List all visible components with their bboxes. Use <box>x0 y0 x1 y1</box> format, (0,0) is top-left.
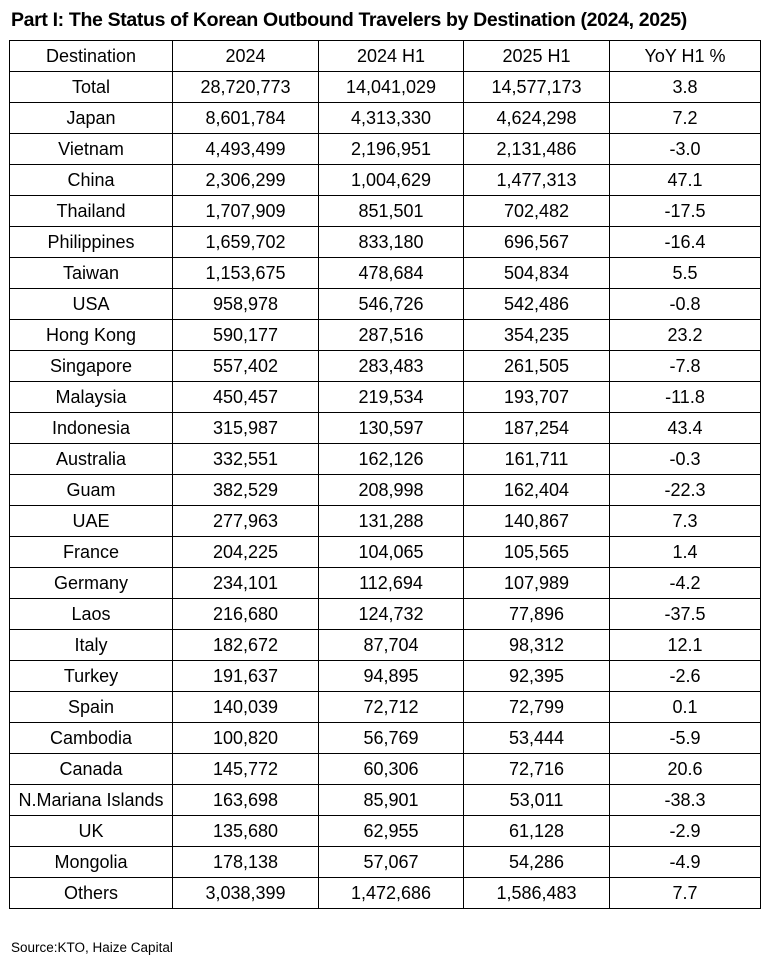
cell-destination: Philippines <box>10 227 173 258</box>
cell-2024-h1: 219,534 <box>319 382 464 413</box>
cell-2024-h1: 851,501 <box>319 196 464 227</box>
cell-2024-h1: 1,472,686 <box>319 878 464 909</box>
cell-2024: 332,551 <box>173 444 319 475</box>
table-row <box>10 785 761 816</box>
cell-2024-h1: 87,704 <box>319 630 464 661</box>
table-row <box>10 599 761 630</box>
cell-2024: 28,720,773 <box>173 72 319 103</box>
cell-yoy-h1-pct: -17.5 <box>610 196 761 227</box>
cell-yoy-h1-pct: -38.3 <box>610 785 761 816</box>
cell-destination: Malaysia <box>10 382 173 413</box>
cell-destination: Japan <box>10 103 173 134</box>
cell-destination: Germany <box>10 568 173 599</box>
cell-2024: 2,306,299 <box>173 165 319 196</box>
header-row <box>10 41 761 72</box>
cell-2025-h1: 14,577,173 <box>464 72 610 103</box>
cell-2025-h1: 193,707 <box>464 382 610 413</box>
cell-2024: 204,225 <box>173 537 319 568</box>
cell-yoy-h1-pct: -37.5 <box>610 599 761 630</box>
cell-destination: Indonesia <box>10 413 173 444</box>
table-row <box>10 475 761 506</box>
header-destination: Destination <box>10 41 173 72</box>
cell-destination: France <box>10 537 173 568</box>
cell-yoy-h1-pct: 47.1 <box>610 165 761 196</box>
cell-2025-h1: 92,395 <box>464 661 610 692</box>
cell-2024-h1: 60,306 <box>319 754 464 785</box>
cell-2024-h1: 131,288 <box>319 506 464 537</box>
cell-destination: UK <box>10 816 173 847</box>
cell-2024: 4,493,499 <box>173 134 319 165</box>
cell-2024-h1: 208,998 <box>319 475 464 506</box>
cell-2024: 1,707,909 <box>173 196 319 227</box>
table-row <box>10 816 761 847</box>
cell-destination: USA <box>10 289 173 320</box>
header-yoy-h1-pct: YoY H1 % <box>610 41 761 72</box>
cell-2025-h1: 61,128 <box>464 816 610 847</box>
cell-yoy-h1-pct: -11.8 <box>610 382 761 413</box>
cell-yoy-h1-pct: 3.8 <box>610 72 761 103</box>
cell-yoy-h1-pct: -0.8 <box>610 289 761 320</box>
table-row <box>10 72 761 103</box>
cell-destination: Hong Kong <box>10 320 173 351</box>
cell-2024: 382,529 <box>173 475 319 506</box>
cell-2024-h1: 546,726 <box>319 289 464 320</box>
cell-2024: 140,039 <box>173 692 319 723</box>
cell-destination: Turkey <box>10 661 173 692</box>
cell-2024: 100,820 <box>173 723 319 754</box>
header-2024-h1: 2024 H1 <box>319 41 464 72</box>
table-row <box>10 413 761 444</box>
cell-2025-h1: 161,711 <box>464 444 610 475</box>
cell-2024: 135,680 <box>173 816 319 847</box>
cell-2024-h1: 85,901 <box>319 785 464 816</box>
cell-destination: Singapore <box>10 351 173 382</box>
cell-2025-h1: 72,799 <box>464 692 610 723</box>
table-row <box>10 134 761 165</box>
cell-2024: 178,138 <box>173 847 319 878</box>
cell-destination: Total <box>10 72 173 103</box>
outbound-travelers-table <box>9 40 761 909</box>
cell-2025-h1: 1,477,313 <box>464 165 610 196</box>
cell-2024-h1: 2,196,951 <box>319 134 464 165</box>
table-row <box>10 320 761 351</box>
cell-destination: Mongolia <box>10 847 173 878</box>
cell-2025-h1: 140,867 <box>464 506 610 537</box>
table-row <box>10 351 761 382</box>
cell-2024-h1: 72,712 <box>319 692 464 723</box>
cell-yoy-h1-pct: 20.6 <box>610 754 761 785</box>
cell-2025-h1: 542,486 <box>464 289 610 320</box>
cell-yoy-h1-pct: -2.6 <box>610 661 761 692</box>
table-row <box>10 103 761 134</box>
cell-yoy-h1-pct: 7.7 <box>610 878 761 909</box>
table-row <box>10 506 761 537</box>
table-row <box>10 165 761 196</box>
table-row <box>10 630 761 661</box>
table-row <box>10 878 761 909</box>
cell-2024: 182,672 <box>173 630 319 661</box>
cell-2025-h1: 1,586,483 <box>464 878 610 909</box>
cell-2025-h1: 4,624,298 <box>464 103 610 134</box>
source-note: Source:KTO, Haize Capital <box>11 940 173 955</box>
cell-yoy-h1-pct: -4.2 <box>610 568 761 599</box>
cell-yoy-h1-pct: -16.4 <box>610 227 761 258</box>
cell-2024-h1: 104,065 <box>319 537 464 568</box>
cell-yoy-h1-pct: -7.8 <box>610 351 761 382</box>
cell-yoy-h1-pct: 7.2 <box>610 103 761 134</box>
table-row <box>10 382 761 413</box>
cell-destination: Guam <box>10 475 173 506</box>
cell-2025-h1: 162,404 <box>464 475 610 506</box>
cell-yoy-h1-pct: -22.3 <box>610 475 761 506</box>
cell-destination: China <box>10 165 173 196</box>
cell-2024: 450,457 <box>173 382 319 413</box>
table-row <box>10 227 761 258</box>
cell-yoy-h1-pct: 1.4 <box>610 537 761 568</box>
header-2025-h1: 2025 H1 <box>464 41 610 72</box>
cell-2024-h1: 14,041,029 <box>319 72 464 103</box>
cell-destination: Laos <box>10 599 173 630</box>
cell-2024-h1: 1,004,629 <box>319 165 464 196</box>
table-row <box>10 444 761 475</box>
cell-destination: Cambodia <box>10 723 173 754</box>
cell-destination: Thailand <box>10 196 173 227</box>
cell-destination: N.Mariana Islands <box>10 785 173 816</box>
cell-2025-h1: 2,131,486 <box>464 134 610 165</box>
cell-destination: Vietnam <box>10 134 173 165</box>
cell-2025-h1: 261,505 <box>464 351 610 382</box>
cell-destination: Canada <box>10 754 173 785</box>
cell-yoy-h1-pct: -3.0 <box>610 134 761 165</box>
table-row <box>10 537 761 568</box>
cell-2024: 8,601,784 <box>173 103 319 134</box>
table-body <box>10 72 761 909</box>
cell-yoy-h1-pct: -0.3 <box>610 444 761 475</box>
table-row <box>10 661 761 692</box>
cell-2025-h1: 187,254 <box>464 413 610 444</box>
cell-2025-h1: 77,896 <box>464 599 610 630</box>
cell-2024-h1: 62,955 <box>319 816 464 847</box>
cell-destination: Taiwan <box>10 258 173 289</box>
cell-2024: 216,680 <box>173 599 319 630</box>
cell-yoy-h1-pct: 23.2 <box>610 320 761 351</box>
cell-yoy-h1-pct: -5.9 <box>610 723 761 754</box>
cell-2025-h1: 107,989 <box>464 568 610 599</box>
cell-2024-h1: 56,769 <box>319 723 464 754</box>
cell-2025-h1: 53,444 <box>464 723 610 754</box>
cell-2025-h1: 105,565 <box>464 537 610 568</box>
cell-2024: 3,038,399 <box>173 878 319 909</box>
cell-2024: 557,402 <box>173 351 319 382</box>
cell-2024-h1: 162,126 <box>319 444 464 475</box>
cell-yoy-h1-pct: 43.4 <box>610 413 761 444</box>
table-row <box>10 847 761 878</box>
cell-2025-h1: 72,716 <box>464 754 610 785</box>
cell-2025-h1: 54,286 <box>464 847 610 878</box>
cell-2024: 145,772 <box>173 754 319 785</box>
cell-destination: Spain <box>10 692 173 723</box>
table-row <box>10 692 761 723</box>
cell-destination: Australia <box>10 444 173 475</box>
cell-2024-h1: 833,180 <box>319 227 464 258</box>
cell-destination: UAE <box>10 506 173 537</box>
cell-2024: 1,659,702 <box>173 227 319 258</box>
cell-2025-h1: 354,235 <box>464 320 610 351</box>
cell-2024: 277,963 <box>173 506 319 537</box>
cell-yoy-h1-pct: 7.3 <box>610 506 761 537</box>
cell-2025-h1: 53,011 <box>464 785 610 816</box>
cell-yoy-h1-pct: 0.1 <box>610 692 761 723</box>
cell-2024-h1: 130,597 <box>319 413 464 444</box>
cell-2024-h1: 57,067 <box>319 847 464 878</box>
cell-2024: 234,101 <box>173 568 319 599</box>
cell-yoy-h1-pct: 5.5 <box>610 258 761 289</box>
cell-2024-h1: 283,483 <box>319 351 464 382</box>
table-row <box>10 754 761 785</box>
cell-yoy-h1-pct: 12.1 <box>610 630 761 661</box>
cell-2024: 163,698 <box>173 785 319 816</box>
cell-destination: Italy <box>10 630 173 661</box>
cell-2024-h1: 112,694 <box>319 568 464 599</box>
cell-2024-h1: 478,684 <box>319 258 464 289</box>
cell-2024: 191,637 <box>173 661 319 692</box>
header-2024: 2024 <box>173 41 319 72</box>
cell-yoy-h1-pct: -2.9 <box>610 816 761 847</box>
cell-destination: Others <box>10 878 173 909</box>
table-row <box>10 196 761 227</box>
cell-2025-h1: 702,482 <box>464 196 610 227</box>
table-row <box>10 723 761 754</box>
table-row <box>10 289 761 320</box>
table-title: Part I: The Status of Korean Outbound Travelers by Destination (2024, 2025) <box>11 9 687 31</box>
cell-yoy-h1-pct: -4.9 <box>610 847 761 878</box>
cell-2024-h1: 124,732 <box>319 599 464 630</box>
table-row <box>10 568 761 599</box>
cell-2024: 958,978 <box>173 289 319 320</box>
cell-2024: 315,987 <box>173 413 319 444</box>
cell-2025-h1: 504,834 <box>464 258 610 289</box>
cell-2024-h1: 4,313,330 <box>319 103 464 134</box>
cell-2025-h1: 98,312 <box>464 630 610 661</box>
cell-2024-h1: 287,516 <box>319 320 464 351</box>
cell-2024-h1: 94,895 <box>319 661 464 692</box>
cell-2024: 590,177 <box>173 320 319 351</box>
cell-2025-h1: 696,567 <box>464 227 610 258</box>
table-row <box>10 258 761 289</box>
cell-2024: 1,153,675 <box>173 258 319 289</box>
